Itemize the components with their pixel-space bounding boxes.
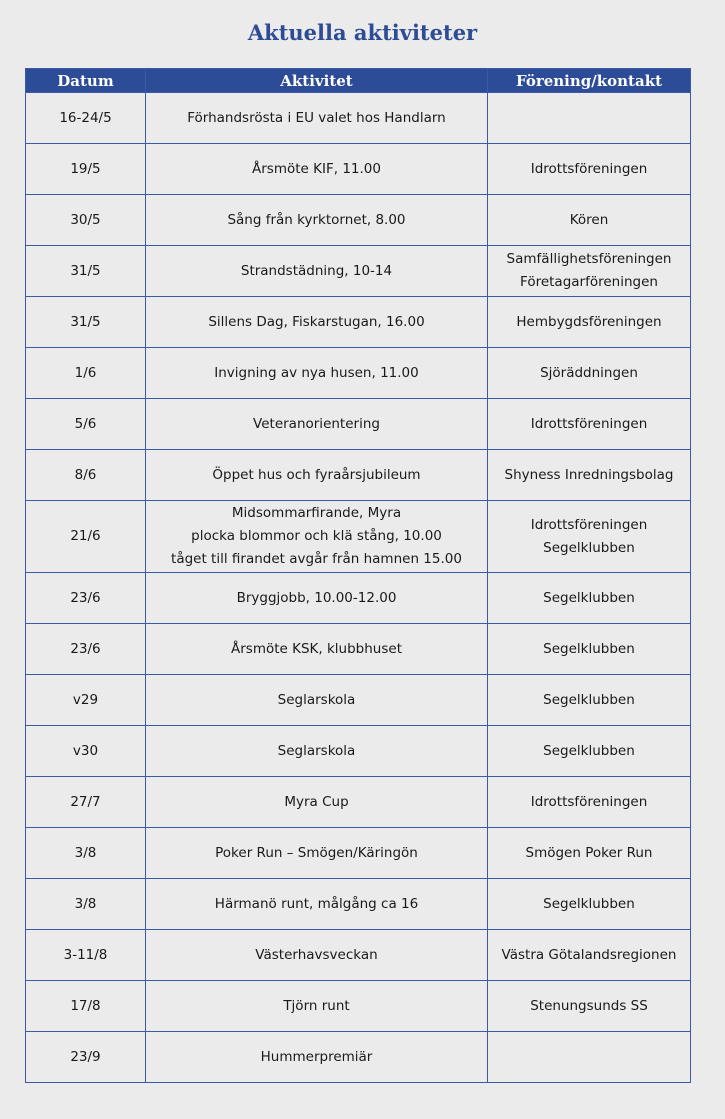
date-cell: 19/5 [26, 144, 146, 195]
activity-text: Härmanö runt, målgång ca 16 [214, 895, 419, 912]
organizer-cell [488, 1032, 691, 1083]
table-row [26, 573, 691, 624]
activity-cell [146, 981, 488, 1032]
activity-text: Veteranorientering [253, 415, 380, 432]
organizer-text: Idrottsföreningen [530, 516, 648, 533]
activity-cell [146, 624, 488, 675]
activity-text: Seglarskola [277, 691, 356, 708]
header-organizer: Förening/kontakt [488, 69, 691, 93]
table-row [26, 348, 691, 399]
activity-text: Årsmöte KIF, 11.00 [252, 160, 381, 177]
activity-cell [146, 828, 488, 879]
activity-text: tåget till firandet avgår från hamnen 15.00 [171, 551, 462, 567]
activity-text: Hummerpremiär [260, 1048, 373, 1065]
table-body [26, 93, 691, 1083]
activity-text: Förhandsrösta i EU valet hos Handlarn [187, 109, 446, 126]
organizer-cell [488, 828, 691, 879]
activity-text: Bryggjobb, 10.00-12.00 [236, 589, 397, 606]
organizer-text: Segelklubben [543, 539, 635, 556]
organizer-cell [488, 93, 691, 144]
date-cell: 23/6 [26, 624, 146, 675]
organizer-text: Idrottsföreningen [530, 793, 648, 810]
table-header [26, 69, 691, 93]
organizer-cell [488, 144, 691, 195]
organizer-text: Västra Götalandsregionen [501, 946, 677, 963]
activity-cell [146, 501, 488, 573]
date-cell: 21/6 [26, 501, 146, 573]
organizer-text: Samfällighetsföreningen [506, 251, 672, 267]
table-row [26, 93, 691, 144]
organizer-text: Segelklubben [543, 742, 635, 759]
header-date: Datum [26, 69, 146, 93]
organizer-cell [488, 879, 691, 930]
date-cell: 23/9 [26, 1032, 146, 1083]
table-row [26, 828, 691, 879]
activity-text: Invigning av nya husen, 11.00 [214, 364, 419, 381]
activity-cell [146, 93, 488, 144]
organizer-text: Företagarföreningen [520, 274, 658, 290]
organizer-cell [488, 930, 691, 981]
activity-cell [146, 399, 488, 450]
organizer-text: Hembygdsföreningen [516, 313, 662, 330]
date-cell: 27/7 [26, 777, 146, 828]
date-cell: 31/5 [26, 297, 146, 348]
organizer-text: Idrottsföreningen [530, 415, 648, 432]
activity-cell [146, 675, 488, 726]
header-row [26, 69, 691, 93]
activity-text: Västerhavsveckan [255, 946, 378, 963]
table-row [26, 501, 691, 573]
activity-cell [146, 195, 488, 246]
table-row [26, 879, 691, 930]
date-cell: 3/8 [26, 828, 146, 879]
activity-cell [146, 879, 488, 930]
table-row [26, 450, 691, 501]
date-cell: 3-11/8 [26, 930, 146, 981]
activity-cell [146, 930, 488, 981]
activity-cell [146, 297, 488, 348]
activity-text: Myra Cup [284, 793, 349, 810]
activity-text: Sång från kyrktornet, 8.00 [227, 211, 406, 228]
table-row [26, 195, 691, 246]
table-row [26, 930, 691, 981]
organizer-text: Shyness Inredningsbolag [504, 466, 674, 483]
activity-text: Strandstädning, 10-14 [240, 262, 393, 279]
table-row [26, 777, 691, 828]
date-cell: 3/8 [26, 879, 146, 930]
activity-text: Öppet hus och fyraårsjubileum [212, 466, 421, 483]
date-cell: 17/8 [26, 981, 146, 1032]
organizer-cell [488, 981, 691, 1032]
organizer-cell [488, 501, 691, 573]
activity-cell [146, 144, 488, 195]
page-title: Aktuella aktiviteter [247, 20, 478, 45]
organizer-text: Stenungsunds SS [530, 997, 648, 1014]
activity-cell [146, 246, 488, 297]
table-row [26, 675, 691, 726]
organizer-text: Smögen Poker Run [525, 844, 653, 861]
organizer-cell [488, 726, 691, 777]
organizer-text: Sjöräddningen [540, 364, 638, 381]
activity-cell [146, 573, 488, 624]
organizer-text: Idrottsföreningen [530, 160, 648, 177]
date-cell: 16-24/5 [26, 93, 146, 144]
activity-text: Sillens Dag, Fiskarstugan, 16.00 [208, 313, 425, 330]
organizer-cell [488, 399, 691, 450]
activity-cell [146, 777, 488, 828]
date-cell: 31/5 [26, 246, 146, 297]
organizer-text: Segelklubben [543, 589, 635, 606]
table-row [26, 1032, 691, 1083]
organizer-cell [488, 450, 691, 501]
organizer-text: Kören [569, 211, 609, 228]
date-cell: 8/6 [26, 450, 146, 501]
activity-text: Tjörn runt [283, 997, 350, 1014]
table-row [26, 624, 691, 675]
organizer-cell [488, 675, 691, 726]
header-activity: Aktivitet [146, 69, 488, 93]
table-row [26, 246, 691, 297]
date-cell: 1/6 [26, 348, 146, 399]
activity-text: Årsmöte KSK, klubbhuset [231, 640, 402, 657]
table-row [26, 981, 691, 1032]
table-row [26, 399, 691, 450]
table-row [26, 297, 691, 348]
activity-cell [146, 450, 488, 501]
date-cell: 5/6 [26, 399, 146, 450]
organizer-text: Segelklubben [543, 691, 635, 708]
date-cell: v29 [26, 675, 146, 726]
organizer-text: Segelklubben [543, 895, 635, 912]
activities-table [25, 68, 691, 1083]
organizer-text: Segelklubben [543, 640, 635, 657]
organizer-cell [488, 573, 691, 624]
organizer-cell [488, 777, 691, 828]
activity-cell [146, 726, 488, 777]
organizer-cell [488, 348, 691, 399]
activity-cell [146, 1032, 488, 1083]
activity-text: Midsommarfirande, Myra [231, 505, 402, 521]
date-cell: 30/5 [26, 195, 146, 246]
organizer-cell [488, 246, 691, 297]
organizer-cell [488, 195, 691, 246]
activity-text: Seglarskola [277, 742, 356, 759]
date-cell: 23/6 [26, 573, 146, 624]
activity-text: Poker Run – Smögen/Käringön [215, 844, 418, 861]
organizer-cell [488, 297, 691, 348]
table-row [26, 144, 691, 195]
activity-cell [146, 348, 488, 399]
activity-text: plocka blommor och klä stång, 10.00 [191, 528, 442, 544]
table-row [26, 726, 691, 777]
date-cell: v30 [26, 726, 146, 777]
organizer-cell [488, 624, 691, 675]
